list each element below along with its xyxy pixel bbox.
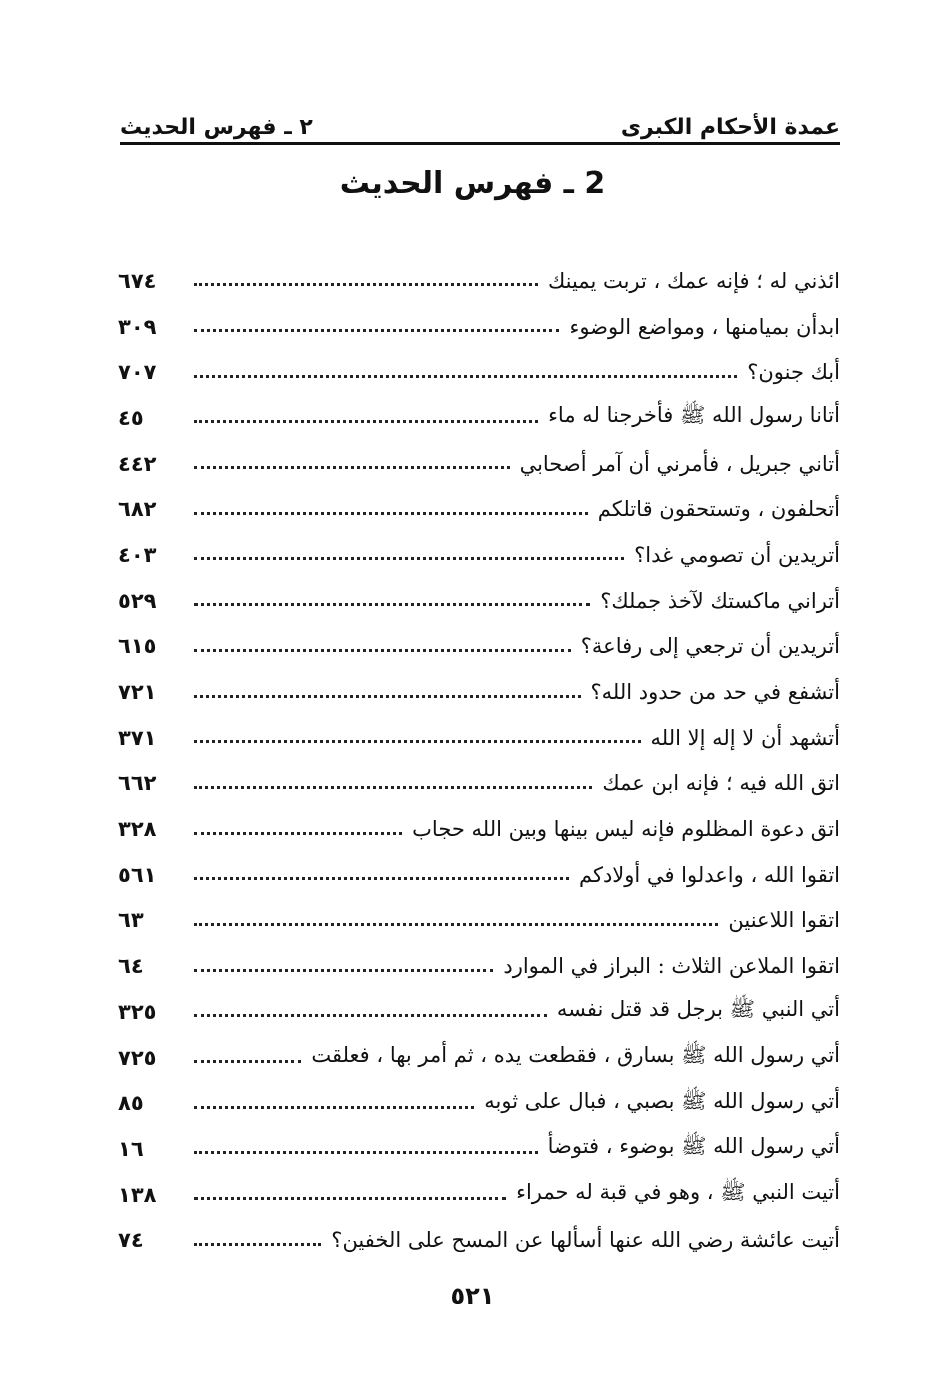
entry-page-number: ٦٤: [118, 954, 144, 979]
entry-text: اتقوا الله ، واعدلوا في أولادكم: [578, 862, 840, 887]
dot-leader: [194, 1243, 321, 1246]
entry-text: أتشفع في حد من حدود الله؟: [590, 680, 840, 705]
index-entry: [118, 761, 840, 807]
index-entry: [118, 1080, 840, 1126]
dot-leader: [194, 512, 588, 515]
entry-text: اتق دعوة المظلوم فإنه ليس بينها وبين الله حجاب: [412, 817, 840, 842]
running-header: [120, 104, 840, 140]
entry-text: اتق الله فيه ؛ فإنه ابن عمك: [602, 771, 840, 796]
entry-text: أبك جنون؟: [747, 360, 840, 385]
dot-leader: [194, 832, 402, 835]
index-entry: [118, 349, 840, 395]
entry-page-number: ٨٥: [118, 1091, 144, 1116]
entry-page-number: ٦٨٢: [118, 497, 157, 522]
index-entry: [118, 715, 840, 761]
entry-page-number: ٣٢٥: [118, 999, 157, 1024]
hadith-index-list: [118, 258, 840, 1263]
header-rule: [120, 142, 840, 145]
dot-leader: [194, 603, 590, 606]
entry-page-number: ٣٠٩: [118, 314, 157, 339]
entry-text: أتي النبي ﷺ برجل قد قتل نفسه: [556, 997, 840, 1022]
entry-page-number: ٤٤٢: [118, 451, 157, 476]
entry-page-number: ٤٠٣: [118, 542, 157, 567]
header-section: ٢ ـ فهرس الحديث: [120, 115, 313, 140]
index-entry: [118, 304, 840, 350]
entry-page-number: ٣٢٨: [118, 817, 157, 842]
entry-page-number: ٤٥: [118, 405, 144, 430]
entry-text: أتيت عائشة رضي الله عنها أسألها عن المسح على الخفين؟: [331, 1228, 840, 1253]
index-entry: [118, 258, 840, 304]
page-number: ٥٢١: [450, 1282, 495, 1310]
entry-text: أتي رسول الله ﷺ بسارق ، فقطعت يده ، ثم أمر بها ، فعلقت: [311, 1043, 840, 1068]
dot-leader: [194, 786, 592, 789]
entry-page-number: ٧٤: [118, 1228, 144, 1253]
dot-leader: [194, 969, 493, 972]
section-title: 2 ـ فهرس الحديث: [339, 166, 606, 201]
entry-text: أتحلفون ، وتستحقون قاتلكم: [597, 497, 840, 522]
dot-leader: [194, 740, 641, 743]
index-entry: [118, 943, 840, 989]
entry-text: أتي رسول الله ﷺ بوضوء ، فتوضأ: [547, 1134, 840, 1159]
dot-leader: [194, 649, 571, 652]
entry-page-number: ٣٧١: [118, 725, 157, 750]
dot-leader: [194, 1106, 474, 1109]
entry-page-number: ٦٧٤: [118, 268, 157, 293]
index-entry: [118, 532, 840, 578]
entry-page-number: ٦٣: [118, 908, 144, 933]
entry-text: أتريدين أن ترجعي إلى رفاعة؟: [580, 634, 840, 659]
entry-text: أتي رسول الله ﷺ بصبي ، فبال على ثوبه: [484, 1088, 840, 1113]
index-entry: [118, 898, 840, 944]
entry-page-number: ٥٦١: [118, 862, 157, 887]
index-entry: [118, 395, 840, 441]
header-book-title: عمدة الأحكام الكبرى: [620, 115, 840, 140]
entry-page-number: ٦٦٢: [118, 771, 157, 796]
index-entry: [118, 1126, 840, 1172]
entry-text: ائذني له ؛ فإنه عمك ، تربت يمينك: [547, 268, 840, 293]
dot-leader: [194, 557, 624, 560]
index-entry: [118, 578, 840, 624]
dot-leader: [194, 877, 569, 880]
dot-leader: [194, 695, 581, 698]
entry-text: ابدأن بميامنها ، ومواضع الوضوء: [569, 314, 840, 339]
entry-text: أتانا رسول الله ﷺ فأخرجنا له ماء: [548, 403, 840, 428]
index-entry: [118, 669, 840, 715]
index-entry: [118, 1035, 840, 1081]
entry-page-number: ١٦: [118, 1136, 144, 1161]
entry-text: أتراني ماكستك لآخذ جملك؟: [600, 588, 840, 613]
entry-page-number: ٧٢٥: [118, 1045, 157, 1070]
dot-leader: [194, 329, 559, 332]
dot-leader: [194, 420, 538, 423]
dot-leader: [194, 1060, 301, 1063]
index-entry: [118, 989, 840, 1035]
dot-leader: [194, 375, 737, 378]
index-entry: [118, 806, 840, 852]
entry-page-number: ٥٢٩: [118, 588, 157, 613]
dot-leader: [194, 466, 510, 469]
entry-page-number: ٧٢١: [118, 680, 157, 705]
entry-page-number: ٧٠٧: [118, 360, 157, 385]
dot-leader: [194, 283, 538, 286]
index-entry: [118, 1217, 840, 1263]
entry-page-number: ١٣٨: [118, 1182, 157, 1207]
entry-text: أتيت النبي ﷺ ، وهو في قبة له حمراء: [516, 1180, 840, 1205]
dot-leader: [194, 1151, 538, 1154]
entry-page-number: ٦١٥: [118, 634, 157, 659]
index-entry: [118, 624, 840, 670]
dot-leader: [194, 1014, 547, 1017]
dot-leader: [194, 1197, 506, 1200]
entry-text: اتقوا اللاعنين: [728, 908, 840, 933]
index-entry: [118, 486, 840, 532]
entry-text: أتشهد أن لا إله إلا الله: [650, 725, 840, 750]
index-entry: [118, 852, 840, 898]
entry-text: أتاني جبريل ، فأمرني أن آمر أصحابي: [519, 451, 840, 476]
dot-leader: [194, 923, 718, 926]
index-entry: [118, 1172, 840, 1218]
entry-text: اتقوا الملاعن الثلاث : البراز في الموارد: [503, 954, 840, 979]
index-entry: [118, 441, 840, 487]
entry-text: أتريدين أن تصومي غدا؟: [634, 542, 840, 567]
